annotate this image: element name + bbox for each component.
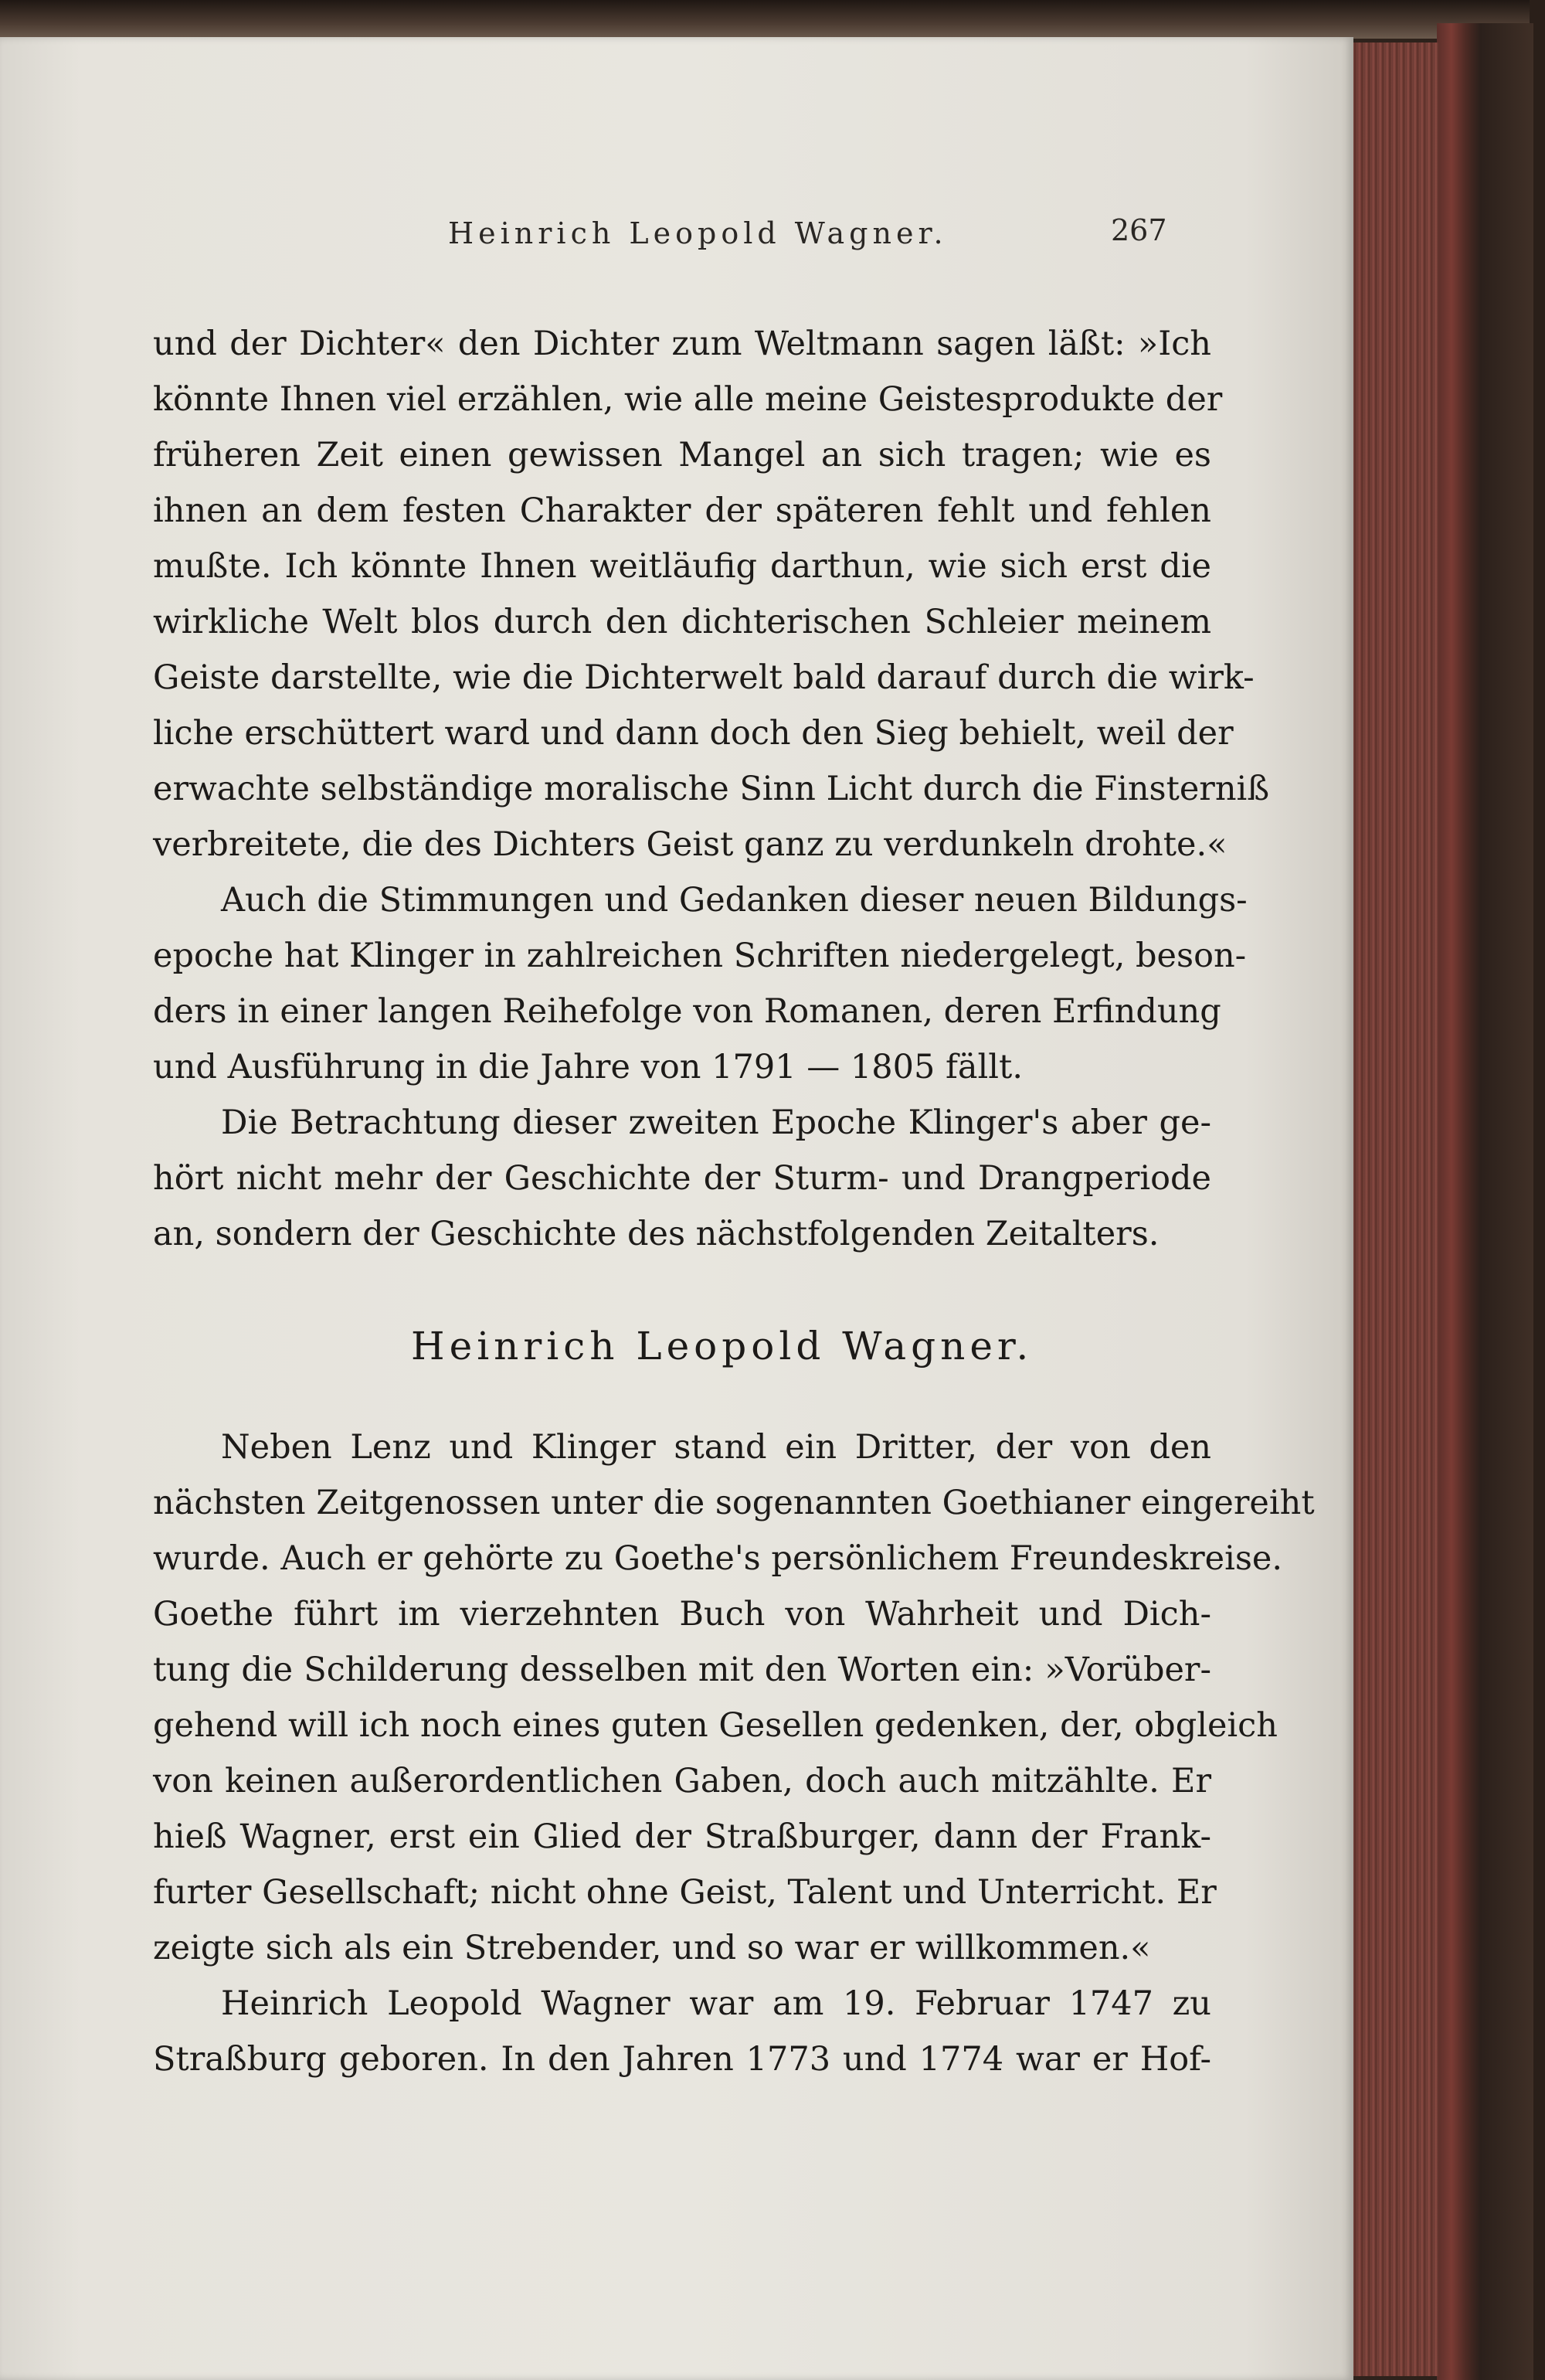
text-line: epoche hat Klinger in zahlreichen Schriften niedergelegt, beson- [153,937,1247,975]
text-line: hört nicht mehr der Geschichte der Sturm- und Drangperiode [153,1159,1211,1198]
text-line: von keinen außerordentlichen Gaben, doch auch mitzählte. Er [153,1762,1211,1800]
text-line: Geiste darstellte, wie die Dichterwelt bald darauf durch die wirk- [153,658,1255,697]
text-line: Auch die Stimmungen und Gedanken dieser neuen Bildungs- [221,881,1248,920]
text-line: gehend will ich noch eines guten Gesellen gedenken, der, obgleich [153,1706,1278,1745]
text-line: liche erschüttert ward und dann doch den Sieg behielt, weil der [153,714,1234,753]
text-line: hieß Wagner, erst ein Glied der Straßburger, dann der Frank- [153,1817,1211,1856]
text-line: tung die Schilderung desselben mit den Worten ein: »Vorüber- [153,1651,1211,1689]
text-line: und Ausführung in die Jahre von 1791 — 1805 fällt. [153,1048,1023,1086]
section-heading: Heinrich Leopold Wagner. [411,1324,1034,1368]
text-line: könnte Ihnen viel erzählen, wie alle meine Geistesprodukte der [153,380,1223,419]
page-stack-edge [1350,42,1439,2376]
text-line: und der Dichter« den Dichter zum Weltmann sagen läßt: »Ich [153,325,1211,363]
text-line: wurde. Auch er gehörte zu Goethe's persönlichem Freundeskreise. [153,1539,1283,1578]
text-line: wirkliche Welt blos durch den dichterischen Schleier meinem [153,603,1211,641]
text-line: Heinrich Leopold Wagner war am 19. Februar 1747 zu [221,1984,1211,2023]
book-top-edge [0,0,1530,39]
text-line: ders in einer langen Reihefolge von Romanen, deren Erfindung [153,992,1221,1031]
text-line: Die Betrachtung dieser zweiten Epoche Klinger's aber ge- [221,1103,1211,1142]
text-line: nächsten Zeitgenossen unter die sogenannten Goethianer eingereiht [153,1484,1315,1522]
text-line: Goethe führt im vierzehnten Buch von Wahrheit und Dich- [153,1595,1211,1634]
text-line: verbreitete, die des Dichters Geist ganz zu verdunkeln drohte.« [153,825,1228,864]
text-line: Neben Lenz und Klinger stand ein Dritter, der von den [221,1428,1211,1467]
page-number: 267 [1111,213,1167,247]
text-line: an, sondern der Geschichte des nächstfolgenden Zeitalters. [153,1215,1160,1253]
book-cover-edge [1437,23,1533,2380]
book-page [0,37,1353,2380]
text-line: zeigte sich als ein Strebender, und so war er willkommen.« [153,1929,1151,1967]
text-line: mußte. Ich könnte Ihnen weitläufig darthun, wie sich erst die [153,547,1211,586]
page-text [0,37,1353,2380]
running-header: Heinrich Leopold Wagner. [448,216,948,250]
text-line: erwachte selbständige moralische Sinn Licht durch die Finsterniß [153,770,1270,808]
text-line: Straßburg geboren. In den Jahren 1773 und 1774 war er Hof- [153,2040,1211,2079]
text-line: ihnen an dem festen Charakter der späteren fehlt und fehlen [153,491,1211,530]
text-line: furter Gesellschaft; nicht ohne Geist, Talent und Unterricht. Er [153,1873,1217,1912]
text-line: früheren Zeit einen gewissen Mangel an sich tragen; wie es [153,436,1211,474]
